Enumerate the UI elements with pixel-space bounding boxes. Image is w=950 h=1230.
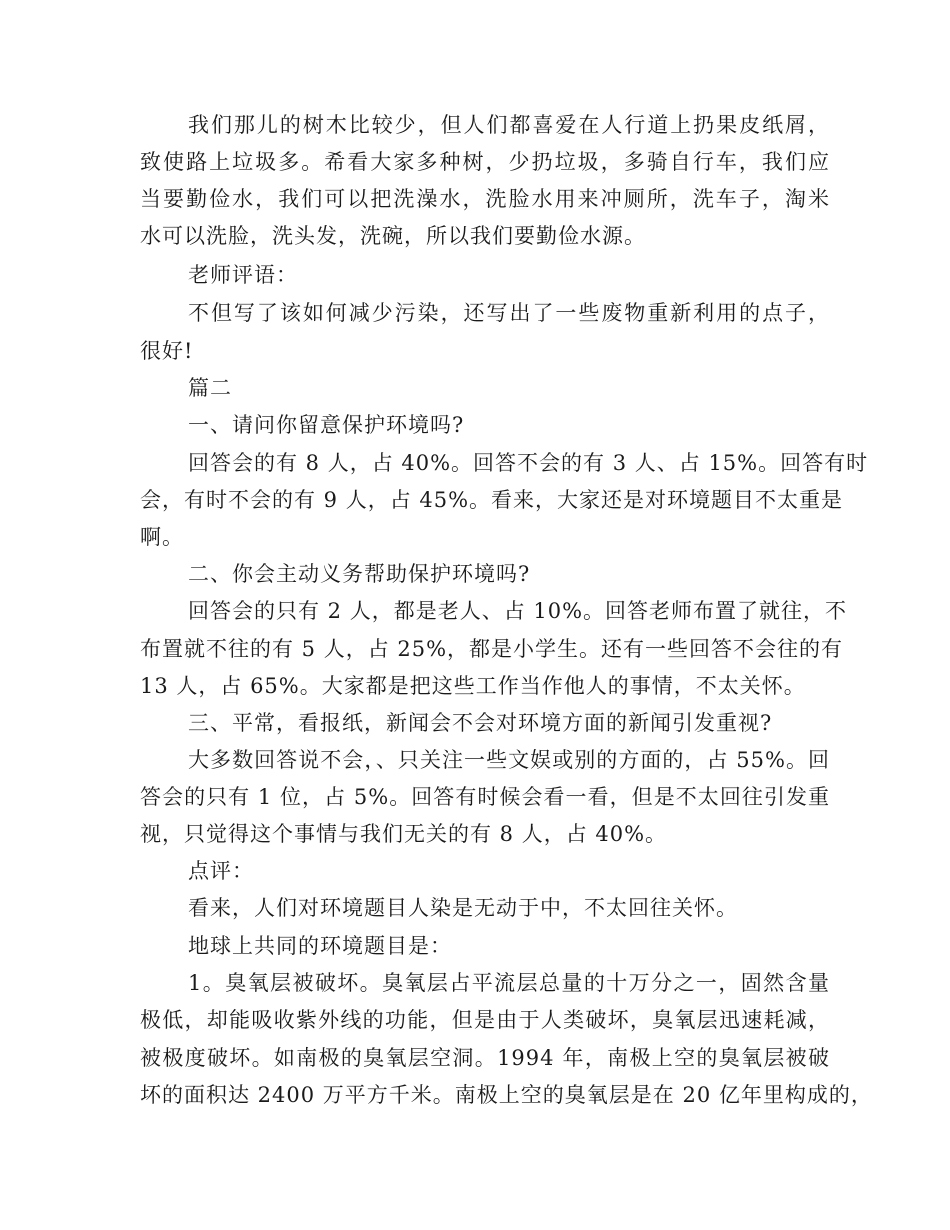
question-heading: 二、你会主动义务帮助保护环境吗? — [188, 562, 531, 586]
paragraph-line: 当要勤俭水，我们可以把洗澡水，洗脸水用来冲厕所，洗车子，淘米 — [140, 187, 830, 211]
paragraph-line: 看来，人们对环境题目人染是无动于中，不太回往关怀。 — [188, 896, 738, 920]
paragraph-line: 坏的面积达 2400 万平方千米。南极上空的臭氧层是在 20 亿年里构成的， — [140, 1083, 873, 1107]
paragraph-line: 会，有时不会的有 9 人，占 45%。看来，大家还是对环境题目不太重是 — [140, 488, 844, 512]
paragraph-line: 13 人，占 65%。大家都是把这些工作当作他人的事情，不太关怀。 — [140, 674, 806, 698]
paragraph-line: 啊。 — [140, 525, 184, 549]
paragraph-line: 很好! — [140, 339, 194, 363]
paragraph-line: 不但写了该如何减少污染，还写出了一些废物重新利用的点子， — [188, 301, 830, 325]
teacher-comment-heading: 老师评语： — [188, 263, 298, 287]
paragraph-line: 大多数回答说不会，、只关注一些文娱或别的方面的，占 55%。回 — [188, 748, 830, 772]
review-heading: 点评： — [188, 859, 254, 883]
paragraph-line: 被极度破坏。如南极的臭氧层空洞。1994 年，南极上空的臭氧层被破 — [140, 1046, 830, 1070]
paragraph-line: 回答会的只有 2 人，都是老人、占 10%。回答老师布置了就往，不 — [188, 599, 848, 623]
section-title: 篇二 — [188, 376, 232, 400]
paragraph-line: 我们那儿的树木比较少，但人们都喜爱在人行道上扔果皮纸屑， — [188, 113, 830, 137]
paragraph-line: 布置就不往的有 5 人，占 25%，都是小学生。还有一些回答不会往的有 — [140, 637, 844, 661]
paragraph-line: 致使路上垃圾多。希看大家多种树，少扔垃圾，多骑自行车，我们应 — [140, 150, 830, 174]
paragraph-line: 视，只觉得这个事情与我们无关的有 8 人，占 40%。 — [140, 822, 668, 846]
paragraph-line: 极低，却能吸收紫外线的功能，但是由于人类破坏，臭氧层迅速耗减， — [140, 1008, 830, 1032]
question-heading: 一、请问你留意保护环境吗? — [188, 413, 465, 437]
question-heading: 三、平常，看报纸，新闻会不会对环境方面的新闻引发重视? — [188, 711, 773, 735]
paragraph-line: 回答会的有 8 人，占 40%。回答不会的有 3 人、占 15%。回答有时 — [188, 451, 869, 475]
paragraph-line: 地球上共同的环境题目是： — [188, 934, 452, 958]
paragraph-line: 答会的只有 1 位，占 5%。回答有时候会看一看，但是不太回往引发重 — [140, 785, 830, 809]
paragraph-line: 水可以洗脸，洗头发，洗碗，所以我们要勤俭水源。 — [140, 224, 646, 248]
paragraph-line: 1。臭氧层被破坏。臭氧层占平流层总量的十万分之一，固然含量 — [188, 971, 830, 995]
